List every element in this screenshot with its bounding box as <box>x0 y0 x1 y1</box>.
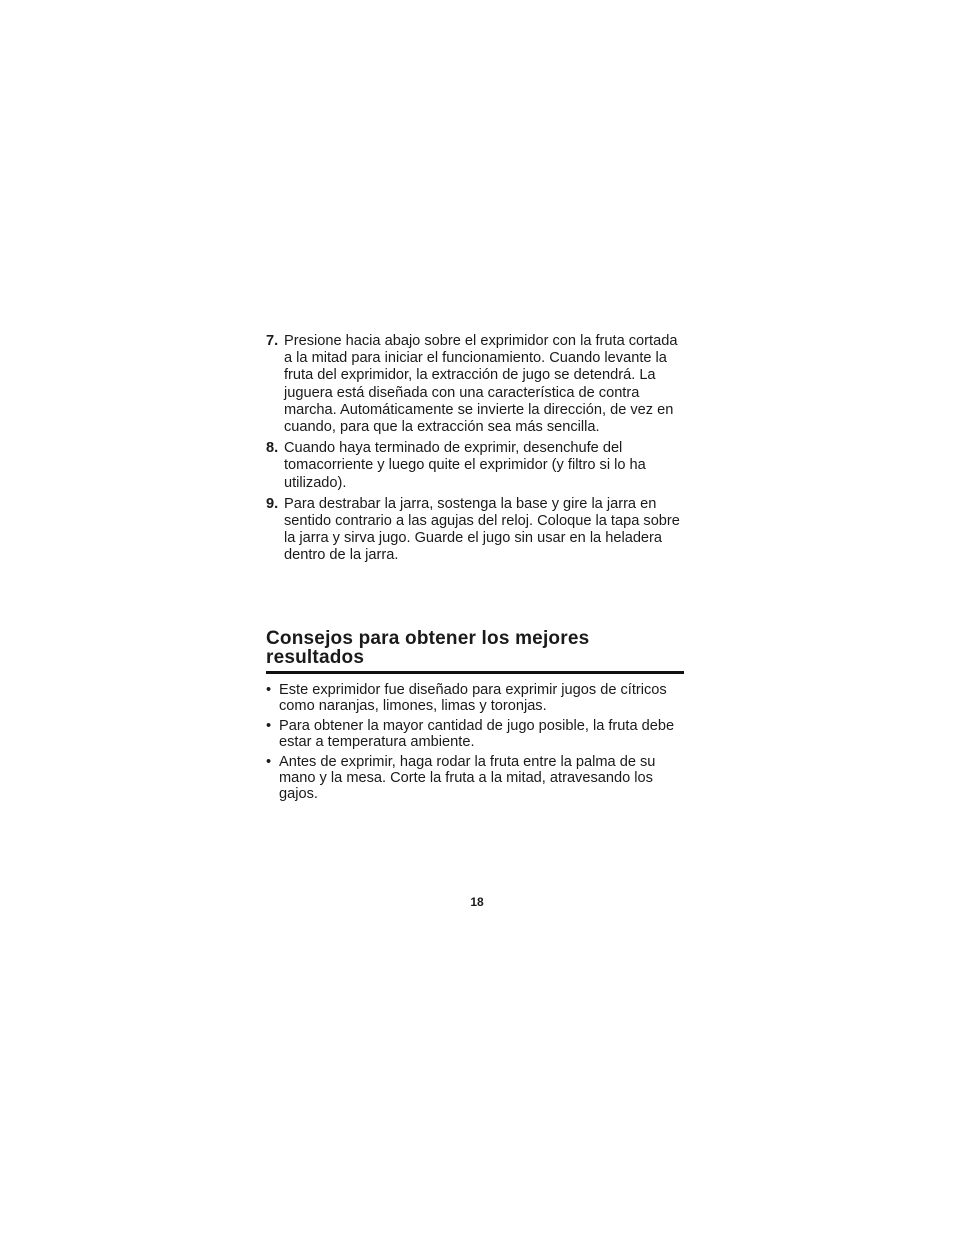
instruction-steps <box>266 333 686 569</box>
step-number: 7. <box>266 333 279 349</box>
step-text: Cuando haya terminado de exprimir, desenchufe del tomacorriente y luego quite el exprimidor (y filtro si lo ha utilizado). <box>284 440 646 491</box>
tip-item <box>266 682 686 714</box>
step-item <box>266 440 686 492</box>
section-title: Consejos para obtener los mejores resultados <box>266 628 590 668</box>
section-divider <box>266 671 684 674</box>
bullet-icon: • <box>266 754 272 770</box>
tip-item <box>266 754 686 802</box>
tip-item <box>266 718 686 750</box>
step-text: Presione hacia abajo sobre el exprimidor con la fruta cortada a la mitad para iniciar el funcionamiento. Cuando levante la fruta del exprimidor, la extracción de jugo se detendrá. La juguera está diseñada con una característica de contra marcha. Automáticamente se invierte la dirección, de vez en cuando, para que la extracción sea más sencilla. <box>284 333 678 436</box>
tip-text: Para obtener la mayor cantidad de jugo posible, la fruta debe estar a temperatura ambiente. <box>279 718 675 750</box>
bullet-icon: • <box>266 682 272 698</box>
step-item <box>266 496 686 565</box>
tips-list <box>266 682 686 806</box>
tip-text: Este exprimidor fue diseñado para exprimir jugos de cítricos como naranjas, limones, limas y toronjas. <box>279 682 667 714</box>
page-number: 18 <box>470 895 484 909</box>
tip-text: Antes de exprimir, haga rodar la fruta entre la palma de su mano y la mesa. Corte la fruta a la mitad, atravesando los gajos. <box>279 754 656 802</box>
step-number: 8. <box>266 440 279 457</box>
bullet-icon: • <box>266 718 272 734</box>
step-item <box>266 333 686 436</box>
step-number: 9. <box>266 495 279 512</box>
step-text: Para destrabar la jarra, sostenga la base y gire la jarra en sentido contrario a las agujas del reloj. Coloque la tapa sobre la jarra y sirva jugo. Guarde el jugo sin usar en la heladera dentro de la jarra. <box>284 495 680 564</box>
